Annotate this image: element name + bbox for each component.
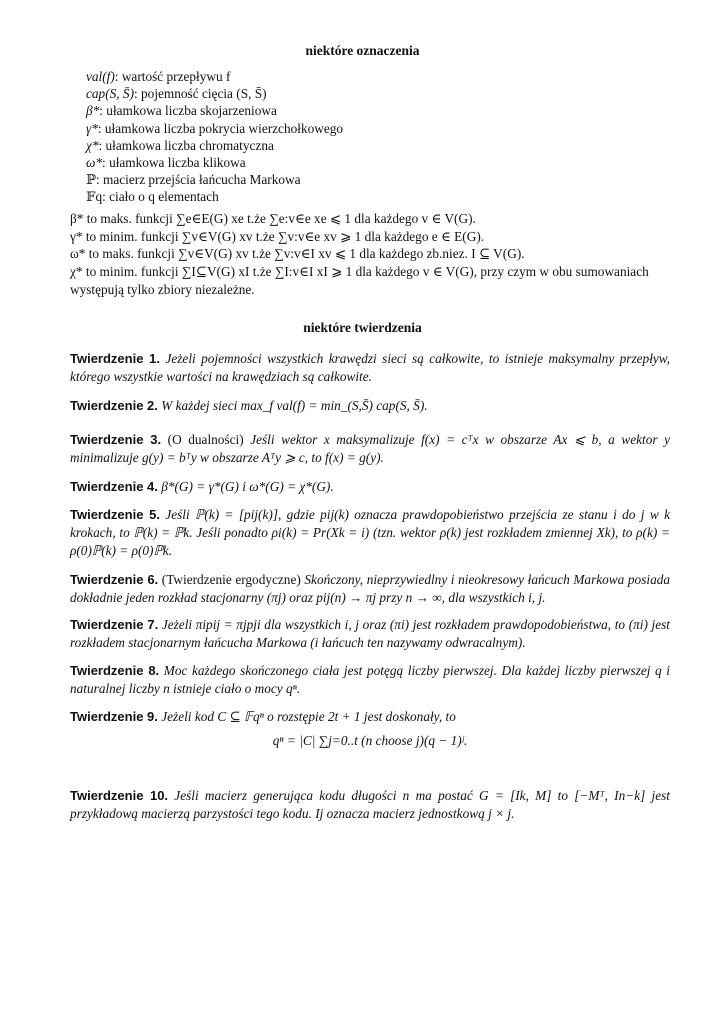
- notation-item: β*: ułamkowa liczba skojarzeniowa: [86, 103, 277, 119]
- theorem-4: Twierdzenie 4. β*(G) = γ*(G) i ω*(G) = χ*(G).: [70, 479, 334, 494]
- notation-item: ω*: ułamkowa liczba klikowa: [86, 154, 246, 170]
- definition-beta: β* to maks. funkcji ∑e∈E(G) xe t.że ∑e:v∈e xe ⩽ 1 dla każdego v ∈ V(G).: [70, 211, 476, 226]
- theorem-7: Twierdzenie 7. Jeżeli πipij = πjpji dla wszystkich i, j oraz (πi) jest rozkładem prawdopodobieństwa, to (πi) jest rozkładem stacjonarnym łańcucha Markowa (i łańcuch ten nazywamy odwracalnym).: [70, 617, 670, 650]
- notation-item: 𝔽q: ciało o q elementach: [86, 189, 219, 205]
- theorem-8: Twierdzenie 8. Moc każdego skończonego ciała jest potęgą liczby pierwszej. Dla każdej liczby pierwszej q i naturalnej liczby n istnieje ciało o mocy qⁿ.: [70, 663, 670, 696]
- notation-list: [86, 68, 343, 206]
- definition-chi: χ* to minim. funkcji ∑I⊆V(G) xI t.że ∑I:v∈I xI ⩾ 1 dla każdego v ∈ V(G), przy czym w obu sumowaniach występują tylko zbiory niezależne.: [70, 263, 649, 297]
- definition-omega: ω* to maks. funkcji ∑v∈V(G) xv t.że ∑v:v∈I xv ⩽ 1 dla każdego zb.niez. I ⊆ V(G).: [70, 246, 525, 261]
- theorem-9: Twierdzenie 9. Jeżeli kod C ⊆ 𝔽qⁿ o rozstępie 2t + 1 jest doskonały, to qⁿ = |C| ∑j=0..t (n choose j)(q − 1)ʲ.: [70, 708, 670, 776]
- theorem-10: Twierdzenie 10. Jeśli macierz generująca kodu długości n ma postać G = [Ik, M] to [−Mᵀ, In−k] jest przykładową macierzą parzystości tego kodu. Ij oznacza macierz jednostkową j × j.: [70, 788, 670, 821]
- notation-item: γ*: ułamkowa liczba pokrycia wierzchołkowego: [86, 120, 344, 136]
- notation-item: χ*: ułamkowa liczba chromatyczna: [86, 137, 274, 153]
- theorem-5: Twierdzenie 5. Jeśli ℙ(k) = [pij(k)], gdzie pij(k) oznacza prawdopobieństwo przejścia ze stanu i do j w k krokach, to ℙ(k) = ℙk. Jeśli ponadto ρi(k) = Pr(Xk = i) (tzn. wektor ρ(k) jest rozkładem zmiennej Xk), to ρ(k) = ρ(0)ℙ(k) = ρ(0)ℙk.: [70, 507, 670, 558]
- definitions: [70, 210, 670, 297]
- notation-item: ℙ: macierz przejścia łańcucha Markowa: [86, 172, 301, 188]
- theorem-9-equation: qⁿ = |C| ∑j=0..t (n choose j)(q − 1)ʲ.: [272, 733, 468, 748]
- definition-gamma: γ* to minim. funkcji ∑v∈V(G) xv t.że ∑v:v∈e xv ⩾ 1 dla każdego e ∈ E(G).: [70, 228, 485, 244]
- heading-notation: niektóre oznaczenia: [305, 43, 420, 58]
- theorem-3: Twierdzenie 3. (O dualności) Jeśli wektor x maksymalizuje f(x) = cᵀx w obszarze Ax ⩽ b, a wektor y minimalizuje g(y) = bᵀy w obszarze Aᵀy ⩾ c, to f(x) = g(y).: [70, 432, 670, 465]
- theorem-2: Twierdzenie 2. W każdej sieci max_f val(f) = min_(S,S̄) cap(S, S̄).: [70, 398, 428, 413]
- theorem-1: Twierdzenie 1. Jeżeli pojemności wszystkich krawędzi sieci są całkowite, to istnieje maksymalny przepływ, którego wszystkie wartości na krawędziach są całkowite.: [70, 351, 671, 384]
- notation-item: cap(S, S̄): pojemność cięcia (S, S̄): [86, 86, 267, 102]
- notation-item: val(f): wartość przepływu f: [86, 69, 231, 84]
- heading-theorems: niektóre twierdzenia: [303, 320, 422, 335]
- theorem-6: Twierdzenie 6. (Twierdzenie ergodyczne) Skończony, nieprzywiedlny i nieokresowy łańcuch Markowa posiada dokładnie jeden rozkład stacjonarny (πj) oraz pij(n) → πj przy n → ∞, dla wszystkich i, j.: [70, 572, 671, 605]
